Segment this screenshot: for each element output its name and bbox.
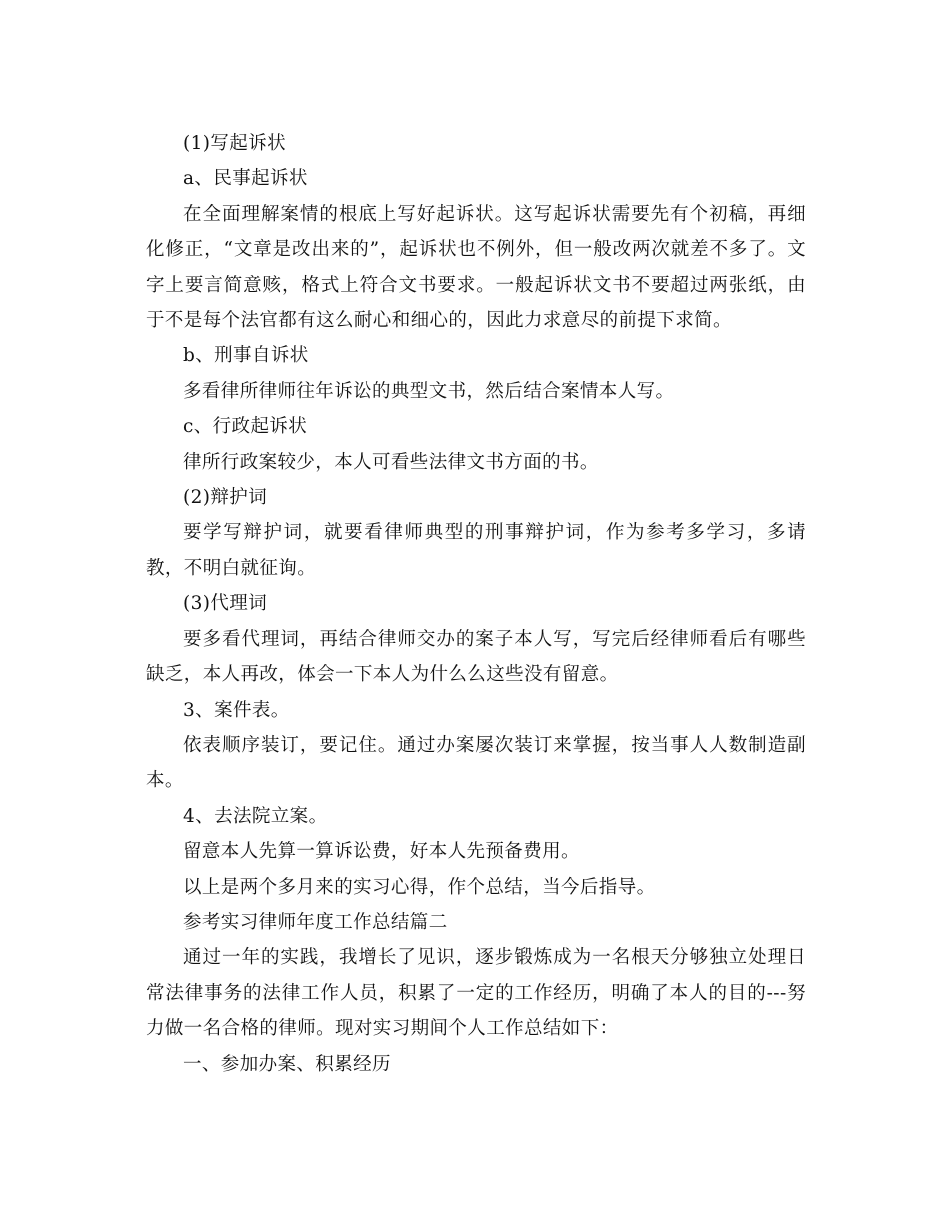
subheading-administrative-complaint: c、行政起诉状: [183, 416, 308, 438]
paragraph-agency-statement: 要多看代理词，再结合律师交办的案子本人写，写完后经律师看后有哪些缺乏，本人再改，体会一下本人为什么么这些没有留意。: [146, 628, 806, 686]
paragraph-case-form: 依表顺序装订，要记住。通过办案屡次装订来掌握，按当事人人数制造副本。: [146, 734, 806, 792]
paragraph-criminal-complaint: 多看律所律师往年诉讼的典型文书，然后结合案情本人写。: [183, 380, 675, 402]
section-title-part-two: 参考实习律师年度工作总结篇二: [183, 911, 448, 933]
document-body: [146, 126, 806, 1082]
paragraph-summary: 以上是两个多月来的实习心得，作个总结，当今后指导。: [183, 876, 656, 898]
paragraph-court-filing: 留意本人先算一算诉讼费，好本人先预备费用。: [183, 841, 580, 863]
paragraph-part-two-intro: 通过一年的实践，我增长了见识，逐步锻炼成为一名根天分够独立处理日常法律事务的法律工作人员，积累了一定的工作经历，明确了本人的目的---努力做一名合格的律师。现对实习期间个人工作总结如下：: [146, 947, 806, 1040]
heading-agency-statement: (3)代理词: [183, 593, 268, 615]
heading-write-complaint: (1)写起诉状: [183, 133, 287, 154]
heading-case-form: 3、案件表。: [183, 699, 290, 721]
paragraph-defense-statement: 要学写辩护词，就要看律师典型的刑事辩护词，作为参考多学习，多请教，不明白就征询。: [146, 522, 806, 579]
subheading-criminal-complaint: b、刑事自诉状: [183, 345, 309, 367]
heading-court-filing: 4、去法院立案。: [183, 805, 328, 827]
paragraph-civil-complaint: 在全面理解案情的根底上写好起诉状。这写起诉状需要先有个初稿，再细化修正，“文章是改出来的”，起诉状也不例外，但一般改两次就差不多了。文字上要言简意赅，格式上符合文书要求。一般起诉状文书不要超过两张纸，由于不是每个法官都有这么耐心和细心的，因此力求意尽的前提下求简。: [146, 203, 806, 332]
paragraph-administrative-complaint: 律所行政案较少，本人可看些法律文书方面的书。: [183, 451, 599, 473]
heading-defense-statement: (2)辩护词: [183, 487, 268, 509]
subheading-civil-complaint: a、民事起诉状: [183, 168, 308, 190]
heading-casework-experience: 一、参加办案、积累经历: [183, 1053, 391, 1075]
